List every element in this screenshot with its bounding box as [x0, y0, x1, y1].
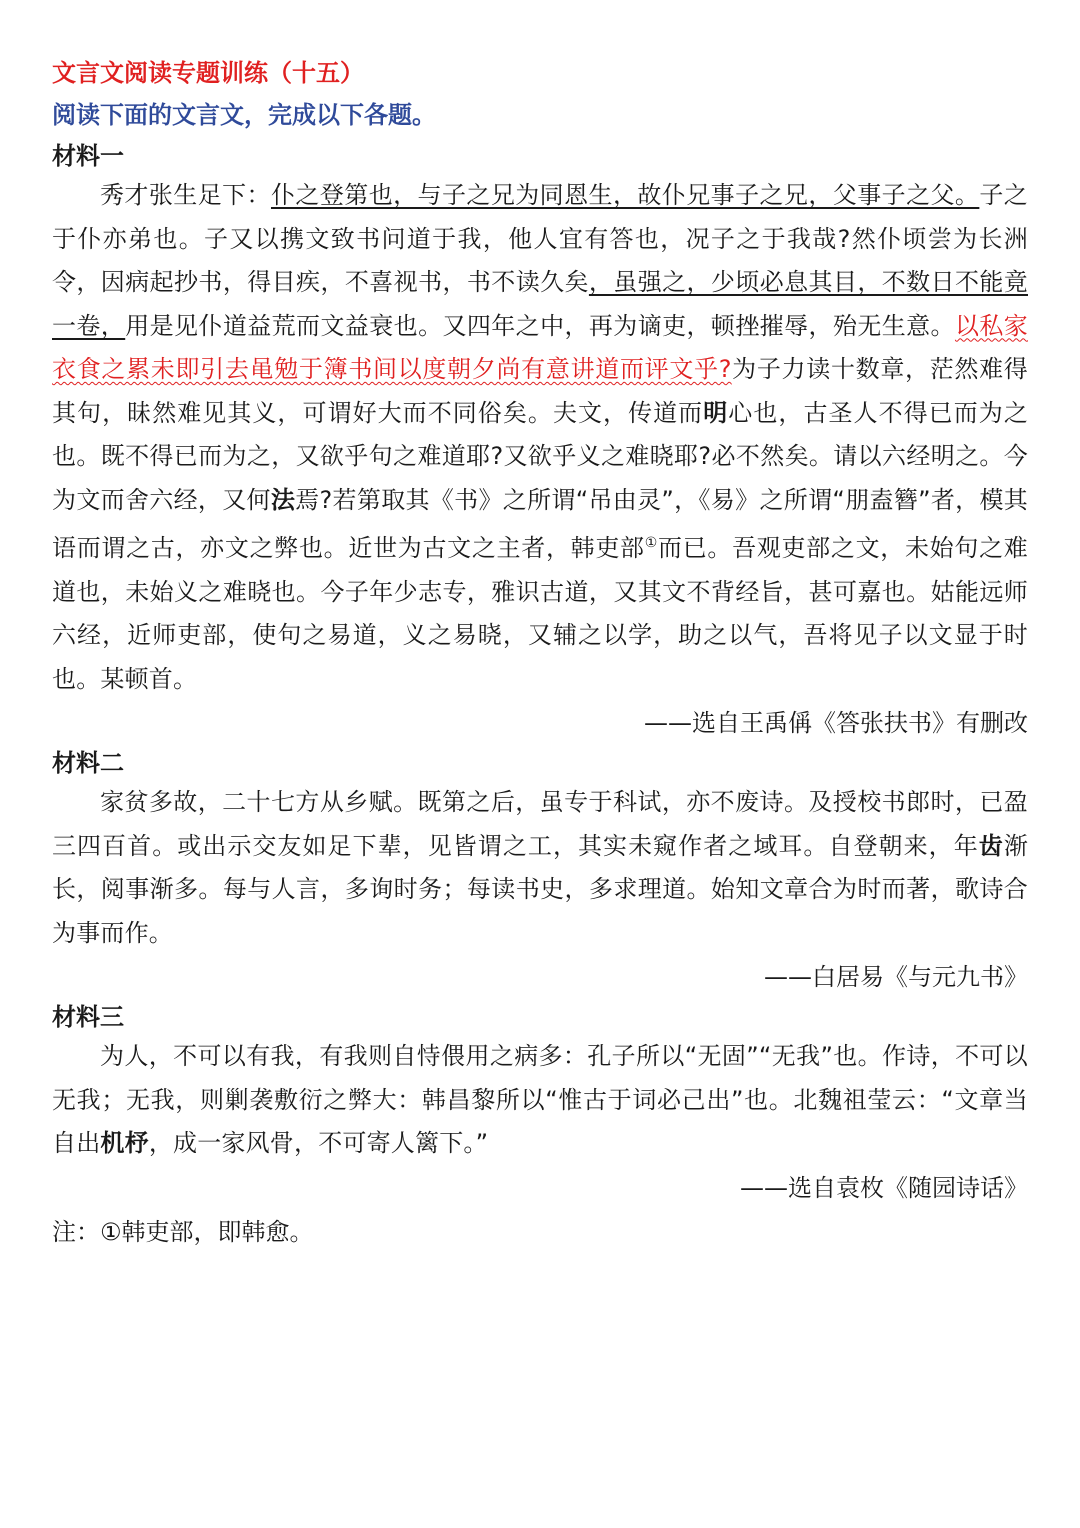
material-3-paragraph	[52, 1035, 1028, 1166]
material-3-source: ——选自袁枚《随园诗话》	[740, 1173, 1028, 1202]
material-2-paragraph	[52, 781, 1028, 955]
text-segment: 秀才张生足下：	[100, 181, 271, 209]
footnote-marker: ①	[644, 535, 658, 551]
emphasized-char-chi: 齿	[978, 831, 1004, 860]
material-2-heading: 材料二	[52, 749, 124, 777]
text-segment: 焉?若第取其《书》之所谓“吊由灵”，《易》之所谓“朋盍簪”者，模其语而谓之古，亦文之弊也。近世为古文之主者，韩吏部	[52, 485, 1028, 562]
text-segment: 用是见仆道益荒而文益衰也。又四年之中，再为谪吏，顿挫摧辱，殆无生意。	[125, 311, 955, 340]
material-1-paragraph	[52, 174, 1028, 701]
material-3-heading: 材料三	[52, 1003, 124, 1031]
text-segment: ，成一家风骨，不可寄人篱下。”	[148, 1129, 489, 1157]
text-segment: 而已。吾观吏部之文，未始句之难道也，未始义之难晓也。今子年少志专，雅识古道，又其文不背经旨，甚可嘉也。姑能远师六经，近师吏部，使句之易道，义之易晓，又辅之以学，助之以气，吾将见子以文显于时也。某顿首。	[52, 534, 1028, 693]
text-segment: 子之于仆亦弟也。子又以携文致书问道于我，他人宜有答也，况子之于我哉?然仆顷尝为长洲令，因病起抄书，得目疾，不喜视书，书不读久矣	[52, 181, 1028, 296]
material-1-heading: 材料一	[52, 142, 124, 170]
emphasized-char-fa: 法	[270, 485, 296, 514]
footnote: 注：①韩吏部，即韩愈。	[52, 1217, 314, 1246]
page-title: 文言文阅读专题训练（十五）	[52, 59, 364, 87]
emphasized-char-ming: 明	[703, 398, 729, 427]
red-punctuation-sentence: 以私家衣食之累未即引去黾勉于簿书间以度朝夕尚有意讲道而评文乎?	[52, 311, 1028, 383]
text-segment: 心也，古圣人不得已而为之也。既不得已而为之，又欲乎句之难道耶?又欲乎义之难晓耶?必不然矣。请以六经明之。今为文而舍六经，又何	[52, 398, 1029, 514]
text-segment: 为人，不可以有我，有我则自恃偎用之病多：孔子所以“无固”“无我”也。作诗，不可以无我；无我，则剿袭敷衍之弊大：韩昌黎所以“惟古于词必己出”也。北魏祖莹云：“文章当自出	[52, 1042, 1028, 1157]
underlined-sentence-1: 仆之登第也，与子之兄为同恩生，故仆兄事子之兄，父事子之父。	[270, 181, 980, 209]
text-segment: 为子力读十数章，茫然难得其句，昧然难见其义，可谓好大而不同俗矣。夫文，传道而	[52, 355, 1028, 427]
instruction-text: 阅读下面的文言文，完成以下各题。	[52, 101, 436, 129]
text-segment: 渐长，阅事渐多。每与人言，多询时务；每读书史，多求理道。始知文章合为时而著，歌诗合为事而作。	[52, 831, 1029, 947]
material-1-source: ——选自王禹偁《答张扶书》有删改	[644, 709, 1028, 737]
text-segment: 家贫多故，二十七方从乡赋。既第之后，虽专于科试，亦不废诗。及授校书郎时，已盈三四百首。或出示交友如足下辈，见皆谓之工，其实未窥作者之域耳。自登朝来，年	[52, 788, 1028, 860]
underlined-sentence-2: ，虽强之，少顷必息其目，不数日不能竟一卷，	[52, 268, 1028, 340]
emphasized-word-jizhu: 机杼	[100, 1129, 149, 1157]
material-2-source: ——白居易《与元九书》	[764, 963, 1028, 991]
document-page	[52, 56, 1028, 1254]
